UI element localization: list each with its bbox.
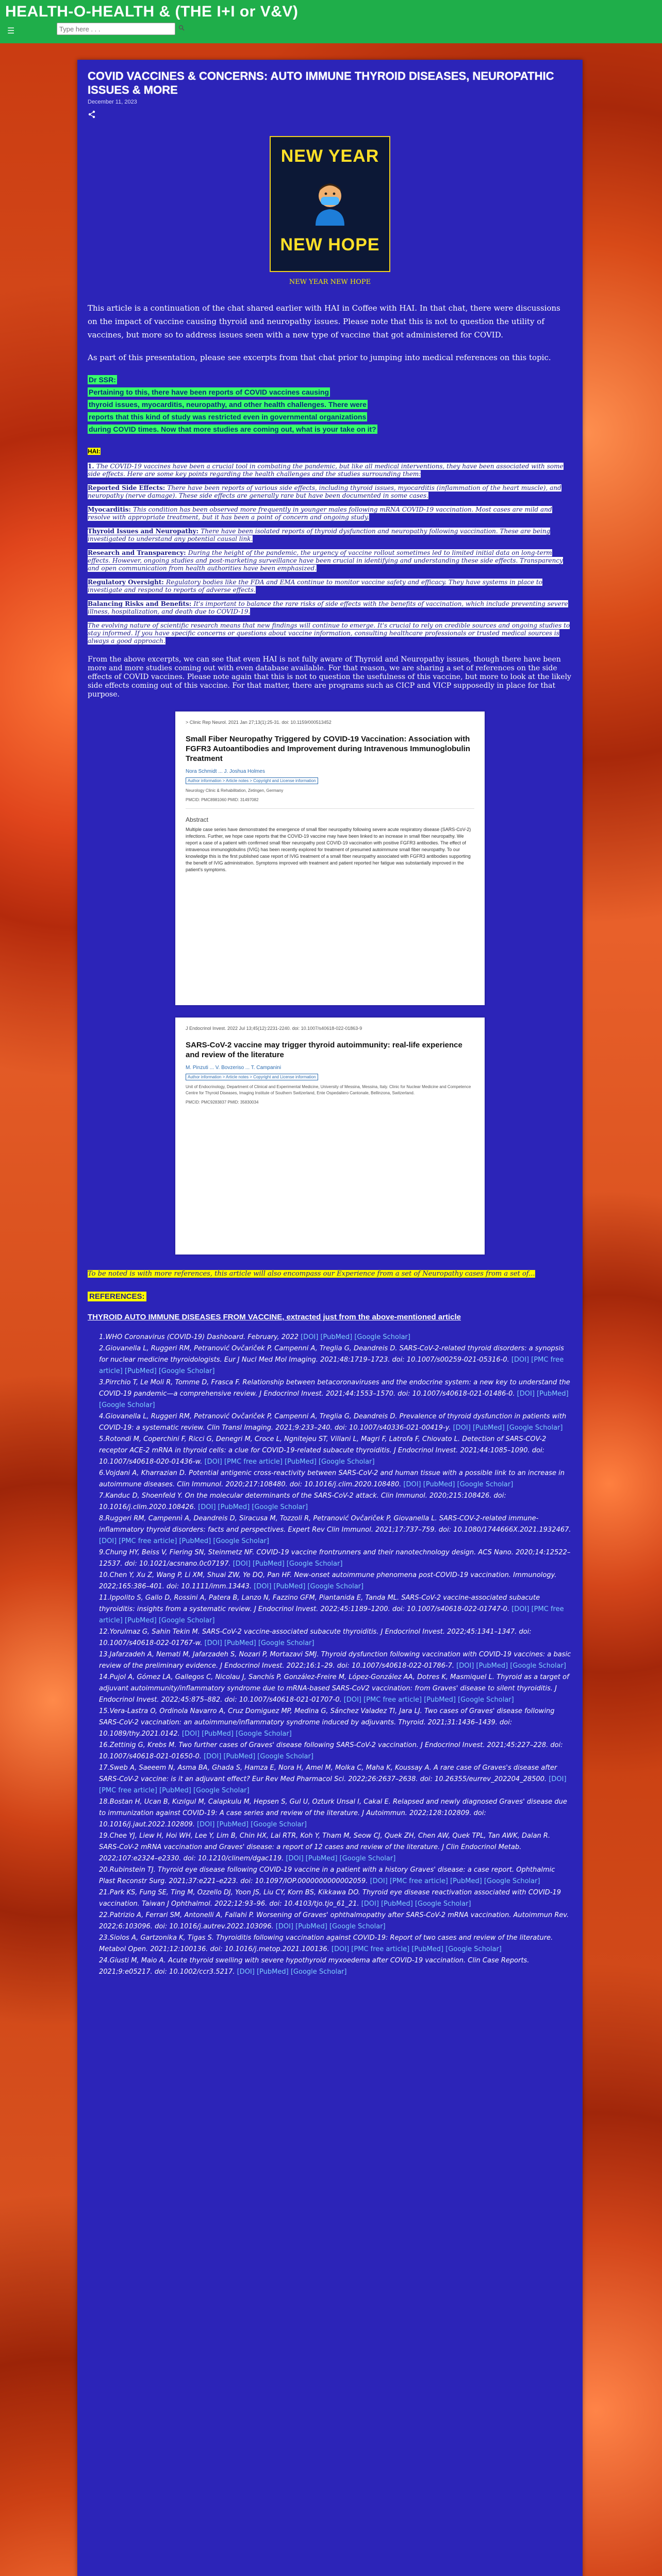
- reference-scholar-link[interactable]: [Google Scholar]: [510, 1662, 566, 1670]
- reference-item: 22.Patrizio A, Ferrari SM, Antonelli A, Fallahi P. Worsening of Graves' ophthalmopathy after SARS-CoV-2 mRNA vaccination. Autoimmun Rev. 2022;6:103096. doi: 10.1016/j.autrev.2022.103096. [DOI] [PubMed] [Google Scholar]: [99, 1911, 569, 1930]
- search-input[interactable]: [57, 23, 175, 35]
- site-header: [0, 0, 662, 43]
- reference-doi-link[interactable]: [DOI]: [198, 1503, 216, 1511]
- intro-paragraph: This article is a continuation of the chat shared earlier with HAI in Coffee with HAI. In that chat, there were discussions on the impact of vaccine causing thyroid and neuropathy issues. Please note that this is not to question the utility of vaccines, but more so to address issues seen with a new type of vaccine that got administered for COVID.: [88, 303, 560, 340]
- reference-item: 17.Sweb A, Saeeem N, Asma BA, Ghada S, Hamza E, Nora H, Amel M, Molka C, Maha K, Koussay A. A rare case of Graves's disease after SARS-CoV-2 vaccine: is it an adjuvant effect? Eur Rev Med Pharmacol Sci. 2022;26:2637–2638. doi: 10.26355/eurrev_202204_28500. [DOI] [PMC free article] [PubMed] [Google Scholar]: [99, 1764, 567, 1794]
- reference-doi-link[interactable]: [DOI]: [237, 1968, 255, 1976]
- article-affiliation: Unit of Endocrinology, Department of Clinical and Experimental Medicine, University of Messina, Messina, Italy. Clinic for Nuclear Medicine and Competence Centre for Thyroid Diseases, Imaging Institute of Southern Switzerland, Ente Ospedaliero Cantonale, Bellinzona, Switzerland.: [186, 1084, 471, 1095]
- reference-doi-link[interactable]: [DOI]: [370, 1877, 388, 1885]
- article-meta: J Endocrinol Invest. 2022 Jul 13;45(12):2231-2240. doi: 10.1007/s40618-022-01863-9: [186, 1026, 362, 1031]
- reference-item: 21.Park KS, Fung SE, Ting M, Ozzello DJ, Yoon JS, Liu CY, Korn BS, Kikkawa DO. Thyroid eye disease reactivation associated with COVID-19 vaccination. Taiwan J Ophthalmol. 2022;12:93–96. doi: 10.4103/tjo.tjo_61_21. [DOI] [PubMed] [Google Scholar]: [99, 1889, 561, 1908]
- reference-pubmed-link[interactable]: [PubMed]: [295, 1923, 327, 1930]
- reference-pubmed-link[interactable]: [PubMed]: [537, 1390, 569, 1398]
- new-year-hero-image: [270, 136, 390, 272]
- reference-pubmed-link[interactable]: [PubMed]: [179, 1537, 211, 1545]
- abstract-heading: Abstract: [186, 816, 209, 823]
- reference-scholar-link[interactable]: [Google Scholar]: [251, 1821, 307, 1828]
- reference-pubmed-link[interactable]: [PubMed]: [320, 1333, 353, 1341]
- article-info-toggle[interactable]: Author information > Article notes > Copyright and License information: [186, 777, 318, 784]
- article-info-toggle[interactable]: Author information > Article notes > Copyright and License information: [186, 1074, 318, 1080]
- question-block: [88, 374, 572, 435]
- reference-pmc-link[interactable]: [PMC free article]: [224, 1458, 283, 1466]
- hai-answer-item: Thyroid Issues and Neuropathy: There have been isolated reports of thyroid dysfunction and neuropathy following vaccination. These are being investigated to understand any potential causal link.: [88, 528, 551, 543]
- reference-scholar-link[interactable]: [Google Scholar]: [258, 1639, 315, 1647]
- article-authors[interactable]: M. Pinzuti ... V. Bovzeriso ... T. Campanini: [186, 1065, 282, 1071]
- reference-scholar-link[interactable]: [Google Scholar]: [158, 1617, 215, 1624]
- article-clip-thyroid: [175, 1018, 485, 1255]
- reference-scholar-link[interactable]: [Google Scholar]: [213, 1537, 269, 1545]
- reference-item: 2.Giovanella L, Ruggeri RM, Petranović Ovčariček P, Campenni A, Treglia G, Deandreis D. SARS-CoV-2-related thyroid disorders: a synopsis for nuclear medicine thyroidologists. Eur J Nucl Med Mol Imaging. 2021;48:1719–1723. doi: 10.1007/s00259-021-05316-0. [DOI] [PMC free article] [PubMed] [Google Scholar]: [99, 1345, 564, 1375]
- reference-doi-link[interactable]: [DOI]: [331, 1945, 350, 1953]
- reference-scholar-link[interactable]: [Google Scholar]: [290, 1968, 347, 1976]
- reference-doi-link[interactable]: [DOI]: [233, 1560, 251, 1568]
- hai-answer-item: Regulatory Oversight: Regulatory bodies like the FDA and EMA continue to monitor vaccine safety and efficacy. They have systems in place to investigate and respond to reports of adverse effects.: [88, 579, 542, 594]
- reference-scholar-link[interactable]: [Google Scholar]: [506, 1424, 563, 1432]
- site-title-link[interactable]: HEALTH-O-HEALTH & (THE I+I or V&V): [5, 3, 299, 20]
- reference-doi-link[interactable]: [DOI]: [456, 1662, 474, 1670]
- article-title: Small Fiber Neuropathy Triggered by COVID-19 Vaccination: Association with FGFR3 Autoantibodies and Improvement during Intravenous Immunoglobulin Treatment: [186, 735, 470, 763]
- experience-note: To be noted is with more references, this article will also encompass our Experience from a set of Neuropathy cases from a set of...: [88, 1270, 535, 1278]
- reference-pubmed-link[interactable]: [PubMed]: [125, 1367, 157, 1375]
- reference-pubmed-link[interactable]: [PubMed]: [159, 1787, 191, 1794]
- reference-scholar-link[interactable]: [Google Scholar]: [354, 1333, 410, 1341]
- hai-answer-item: 1. The COVID-19 vaccines have been a crucial tool in combating the pandemic, but like all medical interventions, they have been associated with some side effects. Here are some key points regarding the health challenges and the studies surrounding them:: [88, 463, 564, 478]
- reference-pubmed-link[interactable]: [PubMed]: [450, 1877, 482, 1885]
- hai-answer-item: Balancing Risks and Benefits: It's important to balance the rare risks of side effects with the benefits of vaccination, which include preventing severe illness, hospitalization, and death due to COVID-19.: [88, 600, 568, 615]
- reference-doi-link[interactable]: [DOI]: [275, 1923, 293, 1930]
- reference-scholar-link[interactable]: [Google Scholar]: [339, 1855, 396, 1862]
- reference-doi-link[interactable]: [DOI]: [301, 1333, 319, 1341]
- reference-item: 4.Giovanella L, Ruggeri RM, Petranović Ovčariček P, Campenni A, Treglia G, Deandreis D. Prevalence of thyroid dysfunction in patients with COVID-19: a systematic review. Clin Transl Imaging. 2021;9:233–240. doi: 10.1007/s40336-021-00419-y. [DOI] [PubMed] [Google Scholar]: [99, 1413, 567, 1432]
- reference-pmc-link[interactable]: [PMC free article]: [363, 1696, 422, 1704]
- reference-doi-link[interactable]: [DOI]: [361, 1900, 379, 1908]
- article-authors[interactable]: Nora Schmidt ... J. Joshua Holmes: [186, 769, 265, 774]
- reference-pubmed-link[interactable]: [PubMed]: [273, 1583, 306, 1590]
- reference-pubmed-link[interactable]: [PubMed]: [411, 1945, 444, 1953]
- reference-item: 13.Jafarzadeh A, Nemati M, Jafarzadeh S, Nozari P, Mortazavi SMJ. Thyroid dysfunction following vaccination with COVID-19 vaccines: a basic review of the preliminary evidence. J Endocrinol Invest. 2022;16:1–29. doi: 10.1007/s40618-022-01786-7. [DOI] [PubMed] [Google Scholar]: [99, 1651, 571, 1670]
- reference-item: 12.Yorulmaz G, Sahin Tekin M. SARS-CoV-2 vaccine-associated subacute thyroiditis. J Endocrinol Invest. 2022;45:1341–1347. doi: 10.1007/s40618-022-01767-w. [DOI] [PubMed] [Google Scholar]: [99, 1628, 532, 1647]
- reference-scholar-link[interactable]: [Google Scholar]: [307, 1583, 364, 1590]
- search-bar: [57, 23, 175, 35]
- article-clip-neuropathy: [175, 711, 485, 1005]
- reference-pmc-link[interactable]: [PMC free article]: [351, 1945, 410, 1953]
- reference-scholar-link[interactable]: [Google Scholar]: [329, 1923, 386, 1930]
- reference-item: 3.Pirrchio T, Le Moli R, Tomme D, Frasca F. Relationship between betacoronaviruses and the endocrine system: a new key to understand the COVID-19 pandemic—a comprehensive review. J Endocrinol Invest. 2021;44:1553–1570. doi: 10.1007/s40618-021-01486-0. [DOI] [PubMed] [Google Scholar]: [99, 1379, 570, 1409]
- article-affiliation: Neurology Clinic & Rehabilitation, Zetingen, Germany: [186, 788, 284, 793]
- reference-scholar-link[interactable]: [Google Scholar]: [458, 1696, 514, 1704]
- hai-answer-item: Reported Side Effects: There have been reports of various side effects, including thyroid issues, myocarditis (inflammation of the heart muscle), and neuropathy (nerve damage). These side effects are generally rare but have been documented in some cases.: [88, 484, 561, 499]
- reference-doi-link[interactable]: [DOI]: [99, 1537, 117, 1545]
- reference-pubmed-link[interactable]: [PubMed]: [202, 1730, 234, 1738]
- reference-doi-link[interactable]: [DOI]: [453, 1424, 471, 1432]
- reference-pubmed-link[interactable]: [PubMed]: [256, 1968, 289, 1976]
- reference-scholar-link[interactable]: [Google Scholar]: [193, 1787, 250, 1794]
- reference-doi-link[interactable]: [DOI]: [181, 1730, 200, 1738]
- reference-scholar-link[interactable]: [Google Scholar]: [99, 1401, 155, 1409]
- reference-doi-link[interactable]: [DOI]: [403, 1481, 421, 1488]
- reference-item: 16.Zettinig G, Krebs M. Two further cases of Graves' disease following SARS-CoV-2 vaccination. J Endocrinol Invest. 2021;45:227–228. doi: 10.1007/s40618-021-01650-0. [DOI] [PubMed] [Google Scholar]: [99, 1741, 563, 1760]
- hai-answer-block: [88, 448, 572, 645]
- reference-pubmed-link[interactable]: [PubMed]: [218, 1503, 250, 1511]
- reference-doi-link[interactable]: [DOI]: [286, 1855, 304, 1862]
- question-line: thyroid issues, myocarditis, neuropathy, and other health challenges. There were: [89, 400, 367, 409]
- hai-answer-item: Myocarditis: This condition has been observed more frequently in younger males following mRNA COVID-19 vaccination. Most cases are mild and resolve with appropriate treatment, but it has been a point of concern and ongoing study.: [88, 506, 552, 521]
- reference-item: 5.Rotondi M, Coperchini F, Ricci G, Denegri M, Croce L, Ngnitejeu ST, Villani L, Magri F, Latrofa F, Chiovato L. Detection of SARS-COV-2 receptor ACE-2 mRNA in thyroid cells: a clue for COVID-19-related subacute thyroiditis. J Endocrinol Invest. 2021;44:1085–1090. doi: 10.1007/s40618-020-01436-w. [DOI] [PMC free article] [PubMed] [Google Scholar]: [99, 1435, 547, 1466]
- hai-answer-item: The evolving nature of scientific research means that new findings will continue to emerge. It's crucial to rely on credible sources and ongoing studies to stay informed. If you have specific concerns or questions about vaccine information, consulting healthcare professionals or trusted medical sources is always a good approach.: [88, 622, 570, 645]
- masked-person-icon: [304, 174, 356, 226]
- reference-doi-link[interactable]: [DOI]: [204, 1753, 222, 1760]
- reference-pubmed-link[interactable]: [PubMed]: [217, 1821, 249, 1828]
- reference-doi-link[interactable]: [DOI]: [254, 1583, 272, 1590]
- reference-pubmed-link[interactable]: [PubMed]: [252, 1560, 285, 1568]
- reference-doi-link[interactable]: [DOI]: [511, 1605, 529, 1613]
- reference-item: 19.Chee YJ, Liew H, Hoi WH, Lee Y, Lim B, Chin HX, Lai RTR, Koh Y, Tham M, Seow CJ, Quek ZH, Chen AW, Quek TPL, Tan AWK, Dalan R. SARS-CoV-2 mRNA vaccination and Graves' disease: a report of 12 cases and review of the literature. J Clin Endocrinol Metab. 2022;107:e2324–e2330. doi: 10.1210/clinem/dgac119. [DOI] [PubMed] [Google Scholar]: [99, 1832, 551, 1862]
- article-ids: PMCID: PMC9283837 PMID: 35830034: [186, 1100, 259, 1105]
- reference-doi-link[interactable]: [DOI]: [511, 1356, 529, 1364]
- reference-doi-link[interactable]: [DOI]: [204, 1639, 222, 1647]
- reference-doi-link[interactable]: [DOI]: [517, 1390, 535, 1398]
- reference-scholar-link[interactable]: [Google Scholar]: [158, 1367, 215, 1375]
- post-body: [88, 301, 572, 364]
- search-icon[interactable]: [178, 25, 185, 31]
- reference-doi-link[interactable]: [DOI]: [204, 1458, 222, 1466]
- references-label: REFERENCES:: [88, 1292, 572, 1301]
- reference-pubmed-link[interactable]: [PubMed]: [424, 1696, 456, 1704]
- excerpt-intro-paragraph: As part of this presentation, please see excerpts from that chat prior to jumping into medical references on this topic.: [88, 353, 551, 362]
- question-line: Pertaining to this, there have been reports of COVID vaccines causing: [89, 388, 329, 396]
- reference-item: 6.Vojdani A, Kharrazian D. Potential antigenic cross-reactivity between SARS-CoV-2 and human tissue with a possible link to an increase in autoimmune diseases. Clin Immunol. 2020;217:108480. doi: 10.1016/j.clim.2020.108480. [DOI] [PubMed] [Google Scholar]: [99, 1469, 565, 1488]
- reference-item: 18.Bostan H, Ucan B, Kızılgul M, Calapkulu M, Hepsen S, Gul U, Ozturk Unsal I, Cakal E. Relapsed and newly diagnosed Graves' disease due to immunization against COVID-19: A case series and review of the literature. J Autoimmun. 2022;128:102809. doi: 10.1016/j.jaut.2022.102809. [DOI] [PubMed] [Google Scholar]: [99, 1798, 567, 1828]
- question-author-label: Dr SSR:: [89, 376, 116, 384]
- reference-pubmed-link[interactable]: [PubMed]: [224, 1639, 256, 1647]
- post-container: [77, 60, 583, 2576]
- reference-item: 23.Siolos A, Gartzonika K, Tigas S. Thyroiditis following vaccination against COVID-19: Report of two cases and review of the literature. Metabol Open. 2021;12:100136. doi: 10.1016/j.metop.2021.100136. [DOI] [PMC free article] [PubMed] [Google Scholar]: [99, 1934, 553, 1953]
- reference-scholar-link[interactable]: [Google Scholar]: [252, 1503, 308, 1511]
- hero-caption: NEW YEAR NEW HOPE: [289, 278, 371, 286]
- reference-item: 11.Ippolito S, Gallo D, Rossini A, Patera B, Lanzo N, Fazzino GFM, Piantanida E, Tanda ML. SARS-CoV-2 vaccine-associated subacute thyroiditis: insights from a systematic review. J Endocrinol Invest. 2022;45:1189–1200. doi: 10.1007/s40618-022-01747-0. [DOI] [PMC free article] [PubMed] [Google Scholar]: [99, 1594, 564, 1624]
- hai-label: HAI:: [88, 448, 101, 455]
- article-title: SARS-CoV-2 vaccine may trigger thyroid autoimmunity: real-life experience and review of the literature: [186, 1041, 462, 1059]
- reference-pubmed-link[interactable]: [PubMed]: [472, 1424, 505, 1432]
- reference-doi-link[interactable]: [DOI]: [549, 1775, 567, 1783]
- reference-item: 24.Giusti M, Maio A. Acute thyroid swelling with severe hypothyroid myxoedema after COVID-19 vaccination. Clin Case Reports. 2021;9:e05217. doi: 10.1002/ccr3.5217. [DOI] [PubMed] [Google Scholar]: [99, 1957, 529, 1976]
- reference-scholar-link[interactable]: [Google Scholar]: [257, 1753, 313, 1760]
- reference-item: 10.Chen Y, Xu Z, Wang P, Li XM, Shuai ZW, Ye DQ, Pan HF. New-onset autoimmune phenomena post-COVID-19 vaccination. Immunology. 2022;165:386–401. doi: 10.1111/imm.13443. [DOI] [PubMed] [Google Scholar]: [99, 1571, 557, 1590]
- reference-item: 7.Kanduc D, Shoenfeld Y. On the molecular determinants of the SARS-CoV-2 attack. Clin Immunol. 2020;215:108426. doi: 10.1016/j.clim.2020.108426. [DOI] [PubMed] [Google Scholar]: [99, 1492, 506, 1511]
- abstract-text: Multiple case series have demonstrated the emergence of small fiber neuropathy following severe acute respiratory disease (SARS-CoV-2) infections. Further, we hope case reports that the COVID-19 vaccine may have been linked to an increase in small fiber neuropathy. We report a case of a patient with confirmed small fiber neuropathy post COVID-19 vaccination with positive FGFR3 antibodies. The effect of intravenous immunoglobulins (IVIG) has been recently explored for treatment of presumed autoimmune small fiber neuropathy. To our knowledge this is the first published case report of IVIG treatment of a small fiber neuropathy associated with FGFR3 antibodies supporting the benefit of IVIG administration. Symptoms improved with treatment and patient reported her fatigue was substantially improved in the patient's symptoms.: [186, 827, 471, 872]
- menu-icon[interactable]: ☰: [7, 26, 15, 36]
- reference-pubmed-link[interactable]: [PubMed]: [305, 1855, 338, 1862]
- reference-pubmed-link[interactable]: [PubMed]: [125, 1617, 157, 1624]
- reference-pubmed-link[interactable]: [PubMed]: [476, 1662, 508, 1670]
- reference-pmc-link[interactable]: [PMC free article]: [119, 1537, 177, 1545]
- references-heading: THYROID AUTO IMMUNE DISEASES FROM VACCINE, extracted just from the above-mentioned article: [88, 1313, 461, 1321]
- reference-scholar-link[interactable]: [Google Scholar]: [286, 1560, 343, 1568]
- article-meta: > Clinic Rep Neurol. 2021 Jan 27;13(1):25-31. doi: 10.1159/000513452: [186, 720, 332, 725]
- reference-pmc-link[interactable]: [PMC free article]: [99, 1787, 157, 1794]
- hai-answer-item: Research and Transparency: During the height of the pandemic, the urgency of vaccine rollout sometimes led to limited initial data on long-term effects. However, ongoing studies and post-marketing surveillance have been crucial in identifying and understanding these side effects. Transparency and open communication from health authorities have been emphasized.: [88, 549, 563, 572]
- reference-pmc-link[interactable]: [PMC free article]: [99, 1605, 564, 1624]
- reference-item: 15.Vera-Lastra O, Ordinola Navarro A, Cruz Domiguez MP, Medina G, Sánchez Valadez TI, Jara LJ. Two cases of Graves' disease following SARS-CoV-2 vaccination: an autoimmune/inflammatory syndrome induced by adjuvants. Thyroid. 2021;31:1436–1439. doi: 10.1089/thy.2021.0142. [DOI] [PubMed] [Google Scholar]: [99, 1707, 555, 1738]
- post-title: COVID VACCINES & CONCERNS: AUTO IMMUNE THYROID DISEASES, NEUROPATHIC ISSUES & MORE: [88, 70, 554, 96]
- reference-list: [99, 1332, 572, 1978]
- reference-item: 1.WHO Coronavirus (COVID-19) Dashboard. February, 2022 [DOI] [PubMed] [Google Scholar]: [99, 1333, 410, 1341]
- hero-bottom-text: NEW HOPE: [280, 235, 380, 255]
- reference-item: 20.Rubinstein TJ. Thyroid eye disease following COVID-19 vaccine in a patient with a history Graves' disease: a case report. Ophthalmic Plast Reconstr Surg. 2021;37:e221–e223. doi: 10.1097/IOP.0000000000002059. [DOI] [PMC free article] [PubMed] [Google Scholar]: [99, 1866, 555, 1885]
- reference-pubmed-link[interactable]: [PubMed]: [381, 1900, 413, 1908]
- reference-scholar-link[interactable]: [Google Scholar]: [318, 1458, 375, 1466]
- question-line: reports that this kind of study was restricted even in governmental organizations: [89, 413, 367, 421]
- summary-paragraph: From the above excerpts, we can see that even HAI is not fully aware of Thyroid and Neuropathy issues, though there have been more and more studies coming out with even database available. For that reason, we are sharing a set of references on the side effects of COVID vaccines. Please note again that this is not to question the usefulness of this vaccine, but more to look at the likely side effects coming out of this vaccine. For that matter, there are programs such as CICP and VICP supposedly in place for that purpose.: [88, 655, 571, 699]
- question-line: during COVID times. Now that more studies are coming out, what is your take on it?: [89, 425, 376, 433]
- article-ids: PMCID: PMC8981060 PMID: 31497082: [186, 798, 259, 802]
- reference-pubmed-link[interactable]: [PubMed]: [223, 1753, 256, 1760]
- reference-scholar-link[interactable]: [Google Scholar]: [457, 1481, 514, 1488]
- reference-item: 8.Ruggeri RM, Campennì A, Deandreis D, Siracusa M, Tozzoli R, Petranović Ovčariček P, Giovanella L. SARS-COV-2-related immune-inflammatory thyroid disorders: facts and perspectives. Expert Rev Clin Immunol. 2021;17:737–759. doi: 10.1080/1744666X.2021.1932467. [DOI] [PMC free article] [PubMed] [Google Scholar]: [99, 1515, 571, 1545]
- reference-item: 9.Chung HY, Beiss V, Fiering SN, Steinmetz NF. COVID-19 vaccine frontrunners and their nanotechnology design. ACS Nano. 2020;14:12522–12537. doi: 10.1021/acsnano.0c07197. [DOI] [PubMed] [Google Scholar]: [99, 1549, 571, 1568]
- reference-scholar-link[interactable]: [Google Scholar]: [415, 1900, 471, 1908]
- reference-pmc-link[interactable]: [PMC free article]: [389, 1877, 448, 1885]
- post-date: December 11, 2023: [88, 99, 137, 105]
- share-icon[interactable]: [88, 110, 96, 118]
- reference-pmc-link[interactable]: [PMC free article]: [99, 1356, 564, 1375]
- reference-scholar-link[interactable]: [Google Scholar]: [484, 1877, 540, 1885]
- reference-item: 14.Pujol A, Gómez LA, Gallegos C, Nicolau J, Sanchís P, González-Freire M, López-González AA, Dotres K, Masmiquel L. Thyroid as a target of adjuvant autoimmunity/inflammatory syndrome due to mRNA-based SARS-CoV2 vaccination: from Graves' disease to silent thyroiditis. J Endocrinol Invest. 2022;45:875–882. doi: 10.1007/s40618-021-01707-0. [DOI] [PMC free article] [PubMed] [Google Scholar]: [99, 1673, 569, 1704]
- hero-top-text: NEW YEAR: [280, 146, 379, 166]
- reference-scholar-link[interactable]: [Google Scholar]: [445, 1945, 502, 1953]
- reference-scholar-link[interactable]: [Google Scholar]: [236, 1730, 292, 1738]
- reference-pubmed-link[interactable]: [PubMed]: [285, 1458, 317, 1466]
- reference-pubmed-link[interactable]: [PubMed]: [423, 1481, 455, 1488]
- reference-doi-link[interactable]: [DOI]: [343, 1696, 361, 1704]
- reference-doi-link[interactable]: [DOI]: [197, 1821, 215, 1828]
